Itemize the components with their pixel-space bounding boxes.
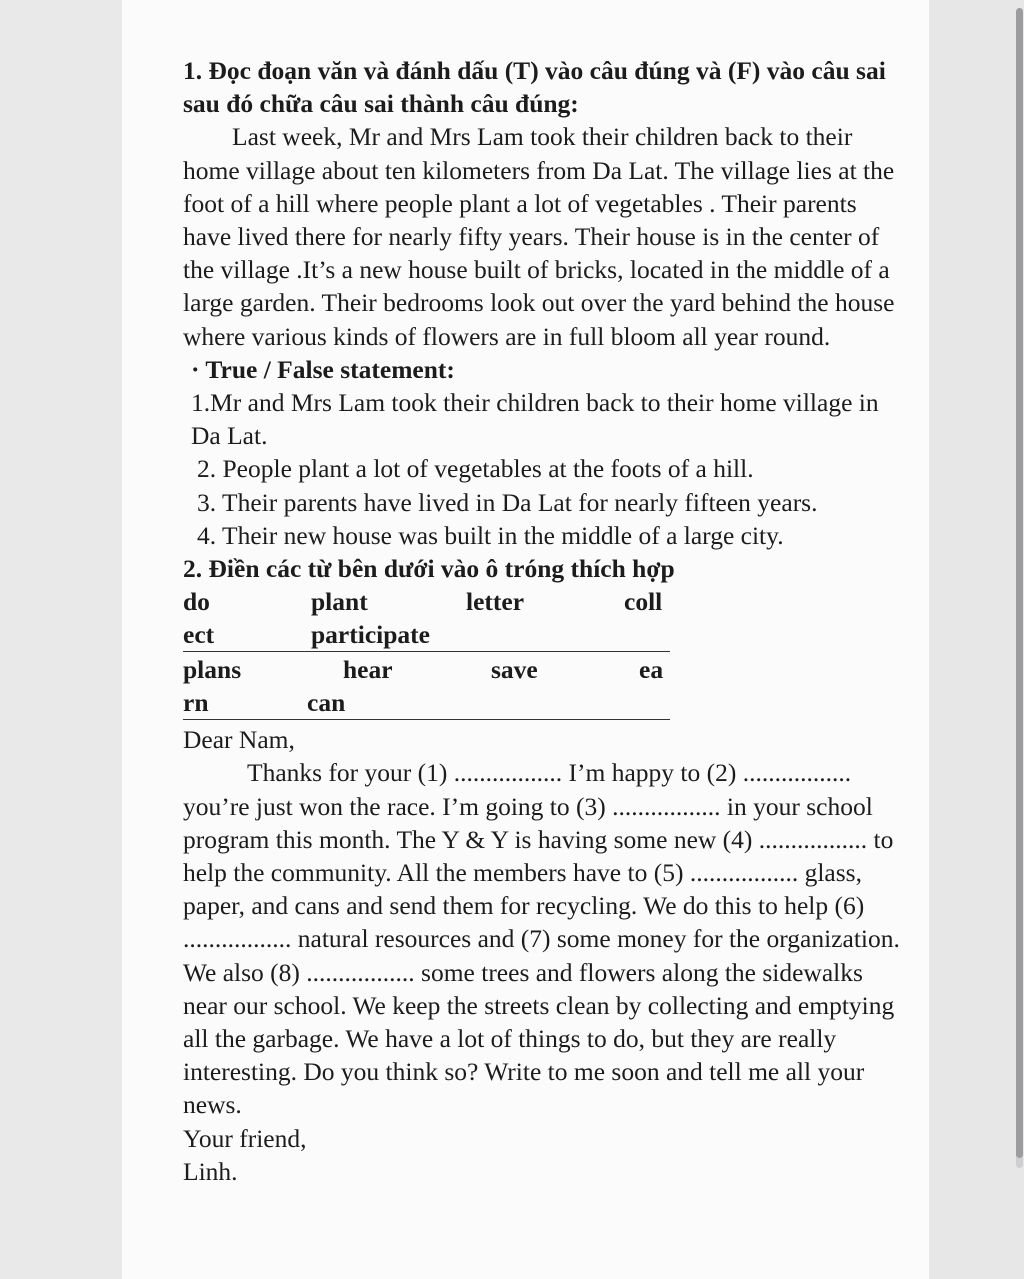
word-box-item: rn: [183, 688, 209, 718]
scrollbar-thumb[interactable]: [1016, 8, 1023, 1158]
word-box-item: hear: [343, 655, 393, 685]
letter-signature: Linh.: [183, 1156, 238, 1186]
document-content: [183, 54, 903, 1188]
exercise2-title: 2. Điền các từ bên dưới vào ô tróng thích hợp: [183, 554, 675, 584]
word-box-item: plans: [183, 655, 242, 685]
word-box-item: plant: [311, 587, 368, 617]
reading-passage: Last week, Mr and Mrs Lam took their children back to their home village about ten kilometers from Da Lat. The village lies at the foot of a hill where people plant a lot of vegetables . Their parents have lived there for nearly fifty years. Their house is in the center of the village .It’s a new house built of bricks, located in the middle of a large garden. Their bedrooms look out over the yard behind the house where various kinds of flowers are in full bloom all year round.: [183, 122, 895, 351]
statement-2: 2. People plant a lot of vegetables at the foots of a hill.: [197, 454, 754, 484]
letter-closing: Your friend,: [183, 1123, 307, 1153]
word-box: [183, 585, 670, 723]
viewer-background: [929, 0, 1024, 1279]
word-box-divider: [183, 719, 670, 720]
word-box-item: ea: [639, 655, 664, 685]
word-box-item: letter: [466, 587, 525, 617]
letter-greeting: Dear Nam,: [183, 725, 295, 755]
true-false-heading: · True / False statement:: [191, 354, 455, 384]
word-box-item: ect: [183, 620, 215, 650]
word-box-item: participate: [311, 620, 430, 650]
word-box-item: save: [491, 655, 538, 685]
word-box-item: coll: [624, 587, 663, 617]
statement-3: 3. Their parents have lived in Da Lat for nearly fifteen years.: [197, 487, 818, 517]
word-box-item: can: [307, 688, 346, 718]
word-box-divider: [183, 651, 670, 652]
letter-body: Thanks for your (1) ................. I’m happy to (2) ................. you’re just won the race. I’m going to (3) ................. in your school program this month. The Y & Y is having some new (4) ................. to help the community. All the members have to (5) ................. glass, paper, and cans and send them for recycling. We do this to help (6) ................. natural resources and (7) some money for the organization. We also (8) ................. some trees and flowers along the sidewalks near our school. We keep the streets clean by collecting and emptying all the garbage. We have a lot of things to do, but they are really interesting. Do you think so? Write to me soon and tell me all your news.: [183, 758, 900, 1120]
exercise1-title: 1. Đọc đoạn văn và đánh dấu (T) vào câu đúng và (F) vào câu sai sau đó chữa câu sai thành câu đúng:: [183, 56, 886, 119]
statement-4: 4. Their new house was built in the middle of a large city.: [197, 520, 784, 550]
word-box-item: do: [183, 587, 210, 617]
statement-1: 1.Mr and Mrs Lam took their children back to their home village in Da Lat.: [191, 388, 879, 451]
